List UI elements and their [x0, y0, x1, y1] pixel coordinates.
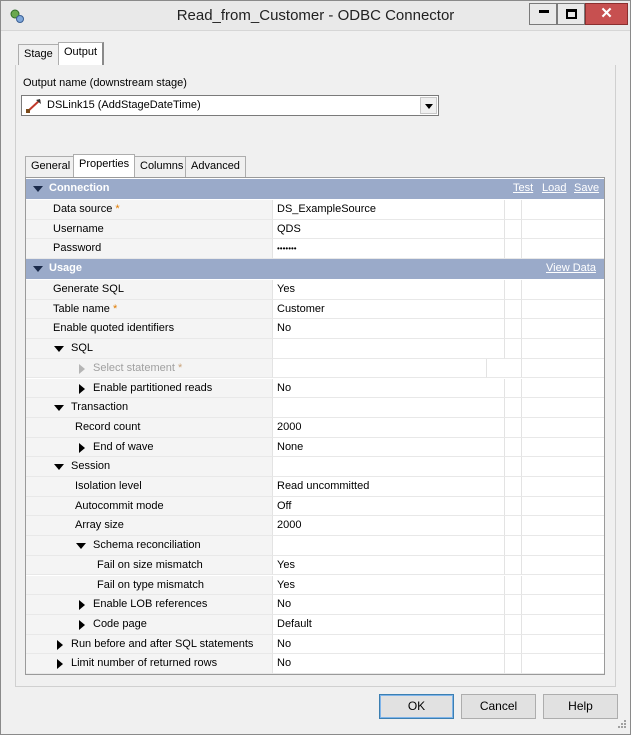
property-value-cell[interactable] [273, 576, 505, 596]
property-name: Enable partitioned reads [93, 381, 213, 394]
grid-cell [505, 418, 522, 438]
property-name: Enable quoted identifiers [53, 322, 175, 335]
property-name-cell [26, 220, 273, 240]
property-value-cell[interactable] [273, 477, 505, 497]
property-name-cell [26, 239, 273, 259]
grid-cell [522, 200, 604, 220]
property-name: Generate SQL [53, 283, 124, 295]
grid-cell [505, 379, 522, 399]
required-marker: * [112, 302, 118, 315]
resize-grip-icon[interactable] [615, 719, 627, 731]
expand-triangle-icon[interactable] [57, 659, 63, 669]
property-value-cell [273, 339, 505, 359]
property-name: Username [53, 222, 104, 235]
grid-cell [522, 239, 604, 259]
property-name-cell [26, 497, 273, 517]
minimize-button[interactable] [529, 3, 557, 25]
property-value-cell[interactable] [273, 418, 505, 438]
property-name-cell [26, 457, 273, 477]
tab-output[interactable]: Output [58, 42, 104, 65]
property-row-generate-sql[interactable] [26, 280, 604, 300]
property-name: Enable LOB references [93, 598, 208, 611]
property-name-cell [26, 398, 273, 418]
expand-triangle-icon[interactable] [79, 364, 85, 374]
property-value: DS_ExampleSource [277, 203, 377, 215]
property-name: Run before and after SQL statements [71, 637, 254, 650]
property-name-cell [26, 319, 273, 339]
group-name: SQL [71, 342, 94, 355]
grid-cell [505, 635, 522, 655]
property-value-cell[interactable] [273, 595, 505, 615]
expand-triangle-icon[interactable] [57, 640, 63, 650]
property-value-cell[interactable] [273, 556, 505, 576]
property-value: QDS [277, 222, 301, 235]
save-link[interactable]: Save [574, 182, 600, 194]
section-usage[interactable] [26, 259, 604, 279]
property-row-data-source[interactable] [26, 200, 604, 220]
property-row-fail-on-size-mismatch[interactable] [26, 556, 604, 576]
grid-cell [487, 359, 522, 379]
property-value-cell[interactable] [273, 220, 505, 240]
grid-cell [505, 516, 522, 536]
property-name-cell [26, 359, 273, 379]
property-name-cell [26, 536, 273, 556]
property-value: Yes [277, 578, 295, 591]
expand-triangle-icon [33, 186, 43, 192]
property-name [93, 362, 182, 374]
grid-cell [522, 477, 604, 497]
property-row-password[interactable] [26, 239, 604, 259]
property-name: Record count [75, 420, 141, 433]
property-value-cell[interactable] [273, 280, 505, 300]
grid-cell [505, 497, 522, 517]
property-name: Array size [75, 519, 124, 532]
property-name-cell [26, 477, 273, 497]
property-value: Off [277, 499, 292, 512]
property-name-cell [26, 635, 273, 655]
property-value: Yes [277, 558, 295, 571]
property-value: No [277, 598, 292, 611]
property-value: No [277, 637, 292, 650]
property-name-cell [26, 379, 273, 399]
property-name-cell [26, 595, 273, 615]
property-group-schema-reconciliation[interactable] [26, 536, 604, 556]
grid-cell [505, 280, 522, 300]
grid-cell [522, 615, 604, 635]
property-value: Yes [277, 283, 295, 295]
output-name-label: Output name (downstream stage) [23, 77, 187, 89]
tab-general[interactable]: General [25, 156, 76, 177]
property-row-select-statement[interactable] [26, 359, 604, 379]
property-value-cell[interactable] [273, 359, 487, 379]
close-button[interactable] [585, 3, 628, 25]
grid-cell [505, 398, 522, 418]
property-value-cell[interactable] [273, 635, 505, 655]
property-name: Fail on size mismatch [97, 558, 203, 571]
property-name-text: Select statement [93, 361, 175, 374]
load-link[interactable]: Load [542, 182, 567, 194]
tab-columns[interactable]: Columns [134, 156, 189, 177]
grid-cell [522, 654, 604, 674]
group-name: Transaction [71, 401, 129, 414]
close-icon: ✕ [600, 5, 613, 22]
help-button[interactable]: Help [543, 694, 618, 719]
grid-cell [505, 595, 522, 615]
cancel-button[interactable]: Cancel [461, 694, 536, 719]
property-name: Isolation level [75, 480, 142, 492]
expand-triangle-icon [33, 266, 43, 272]
group-name: Schema reconciliation [93, 539, 201, 552]
section-title: Usage [49, 262, 83, 274]
grid-cell [522, 300, 604, 320]
property-value-cell [273, 536, 505, 556]
required-marker: * [178, 361, 183, 374]
grid-cell [505, 654, 522, 674]
grid-cell [522, 319, 604, 339]
property-name: Limit number of returned rows [71, 657, 218, 670]
property-row-run-before-after-sql[interactable] [26, 635, 604, 655]
property-value-cell[interactable] [273, 615, 505, 635]
grid-cell [522, 595, 604, 615]
property-name: Code page [93, 617, 147, 630]
grid-cell [505, 615, 522, 635]
grid-cell [505, 220, 522, 240]
grid-cell [505, 438, 522, 458]
dropdown-button[interactable] [420, 97, 437, 114]
property-value-cell[interactable] [273, 654, 505, 674]
property-name-cell [26, 418, 273, 438]
property-row-enable-lob-references[interactable] [26, 595, 604, 615]
property-name-text: Data source [53, 203, 113, 215]
property-value-cell[interactable] [273, 497, 505, 517]
grid-cell [522, 220, 604, 240]
grid-cell [522, 497, 604, 517]
grid-cell [522, 280, 604, 300]
property-row-enable-partitioned-reads[interactable] [26, 379, 604, 399]
property-name-cell [26, 438, 273, 458]
grid-cell [505, 300, 522, 320]
chevron-down-icon [425, 104, 433, 109]
grid-cell [522, 457, 604, 477]
properties-grid[interactable] [25, 177, 605, 675]
property-name-cell [26, 516, 273, 536]
window-title: Read_from_Customer - ODBC Connector [176, 7, 455, 24]
grid-cell [505, 339, 522, 359]
property-name-cell [26, 339, 273, 359]
property-value-cell [273, 457, 505, 477]
grid-cell [505, 319, 522, 339]
maximize-button[interactable] [557, 3, 585, 25]
property-value: No [277, 657, 292, 670]
expand-triangle-icon[interactable] [79, 443, 85, 453]
property-row-username[interactable] [26, 220, 604, 240]
property-name: Password [53, 242, 102, 255]
grid-cell [505, 536, 522, 556]
property-row-record-count[interactable] [26, 418, 604, 438]
property-row-table-name[interactable] [26, 300, 604, 320]
collapse-triangle-icon[interactable] [76, 543, 86, 549]
property-group-sql[interactable] [26, 339, 604, 359]
property-row-limit-returned-rows[interactable] [26, 654, 604, 674]
expand-triangle-icon[interactable] [79, 384, 85, 394]
property-value-cell[interactable] [273, 516, 505, 536]
property-row-code-page[interactable] [26, 615, 604, 635]
property-value: Default [277, 617, 312, 630]
property-name: End of wave [93, 440, 154, 453]
grid-cell [522, 398, 604, 418]
property-name-cell [26, 300, 273, 320]
property-name-cell [26, 615, 273, 635]
grid-cell [522, 576, 604, 596]
property-group-session[interactable] [26, 457, 604, 477]
grid-cell [505, 556, 522, 576]
group-name: Session [71, 460, 111, 473]
property-value-cell[interactable] [273, 239, 505, 259]
collapse-triangle-icon[interactable] [54, 405, 64, 411]
grid-cell [522, 359, 604, 379]
property-value: No [277, 381, 292, 394]
collapse-triangle-icon[interactable] [54, 346, 64, 352]
property-value-cell[interactable] [273, 319, 505, 339]
property-value: 2000 [277, 519, 302, 532]
grid-cell [522, 438, 604, 458]
property-name-cell [26, 654, 273, 674]
property-name-text: Table name [53, 302, 110, 315]
grid-cell [522, 536, 604, 556]
property-row-autocommit-mode[interactable] [26, 497, 604, 517]
property-group-transaction[interactable] [26, 398, 604, 418]
output-name-select[interactable] [21, 95, 439, 116]
output-name-value: DSLink15 (AddStageDateTime) [47, 99, 201, 111]
maximize-icon [566, 9, 577, 19]
grid-cell [522, 339, 604, 359]
property-row-enable-quoted-identifiers[interactable] [26, 319, 604, 339]
section-title: Connection [49, 182, 110, 194]
property-row-array-size[interactable] [26, 516, 604, 536]
property-value-cell[interactable] [273, 200, 505, 220]
property-value-cell[interactable] [273, 379, 505, 399]
view-data-link[interactable]: View Data [546, 262, 596, 274]
property-row-fail-on-type-mismatch[interactable] [26, 576, 604, 596]
grid-cell [522, 556, 604, 576]
tab-advanced[interactable]: Advanced [185, 156, 246, 177]
grid-cell [505, 576, 522, 596]
grid-cell [505, 239, 522, 259]
property-name-cell [26, 200, 273, 220]
property-name-cell [26, 556, 273, 576]
property-value: No [277, 322, 292, 335]
property-row-end-of-wave[interactable] [26, 438, 604, 458]
property-value-cell [273, 398, 505, 418]
property-value: Read uncommitted [277, 480, 370, 492]
ok-button[interactable]: OK [379, 694, 454, 719]
required-marker: * [115, 203, 120, 215]
test-link[interactable]: Test [513, 182, 534, 194]
grid-cell [522, 379, 604, 399]
property-value: None [277, 440, 304, 453]
section-connection[interactable] [26, 179, 604, 199]
grid-cell [522, 418, 604, 438]
property-value: 2000 [277, 420, 302, 433]
property-name-cell [26, 576, 273, 596]
property-name [53, 303, 117, 315]
collapse-triangle-icon[interactable] [54, 464, 64, 470]
title-bar[interactable] [1, 1, 630, 31]
tab-stage[interactable]: Stage [18, 44, 59, 65]
grid-cell [522, 516, 604, 536]
property-name: Autocommit mode [75, 499, 164, 512]
property-name: Fail on type mismatch [97, 578, 204, 591]
expand-triangle-icon[interactable] [79, 620, 85, 630]
property-name-cell [26, 280, 273, 300]
property-name [53, 203, 120, 215]
grid-cell [505, 200, 522, 220]
minimize-icon [539, 10, 549, 13]
property-value-cell[interactable] [273, 300, 505, 320]
property-row-isolation-level[interactable] [26, 477, 604, 497]
tab-properties[interactable]: Properties [73, 154, 135, 177]
property-value-cell[interactable] [273, 438, 505, 458]
grid-cell [505, 477, 522, 497]
password-masked-value: ••••••• [277, 244, 297, 254]
grid-cell [522, 635, 604, 655]
grid-cell [505, 457, 522, 477]
link-icon [25, 98, 43, 114]
property-value: Customer [277, 302, 325, 315]
expand-triangle-icon[interactable] [79, 600, 85, 610]
